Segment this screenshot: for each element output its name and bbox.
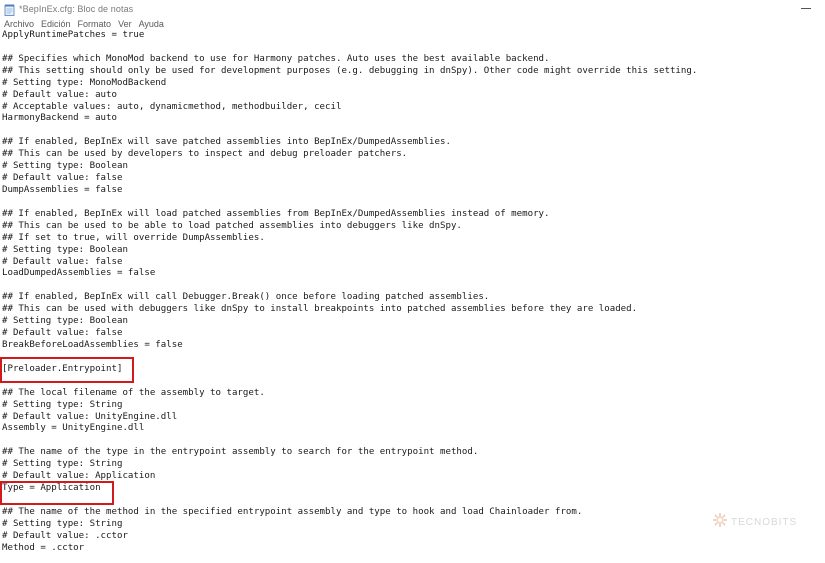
text-line[interactable]: # Setting type: Boolean (2, 316, 128, 327)
text-line[interactable] (2, 125, 825, 137)
text-line[interactable]: # Setting type: Boolean (2, 244, 128, 255)
text-line[interactable]: # Setting type: String (2, 518, 123, 529)
text-line[interactable]: DumpAssemblies = false (2, 184, 123, 195)
text-line[interactable]: [Preloader.Entrypoint] (2, 363, 123, 374)
text-line[interactable]: ## If set to true, will override DumpAssemblies. (2, 232, 265, 243)
text-line[interactable]: ## The name of the type in the entrypoint assembly to search for the entrypoint method. (2, 447, 479, 458)
text-line[interactable]: # Setting type: String (2, 459, 123, 470)
text-line[interactable]: # Setting type: Boolean (2, 161, 128, 172)
text-line[interactable]: Assembly = UnityEngine.dll (2, 423, 145, 434)
text-line[interactable]: ApplyRuntimePatches = true (2, 30, 145, 40)
text-line[interactable]: ## This can be used with debuggers like dnSpy to install breakpoints into patched assemblies before they are loaded. (2, 304, 638, 315)
title-bar (0, 0, 825, 17)
text-line[interactable]: # Default value: false (2, 173, 123, 184)
text-line[interactable] (2, 495, 825, 507)
menu-edicion[interactable]: Edición (41, 18, 71, 29)
text-line[interactable]: ## If enabled, BepInEx will load patched assemblies from BepInEx/DumpedAssemblies instead of memory. (2, 208, 550, 219)
highlight-box-entrypoint-section (0, 357, 134, 383)
menu-archivo[interactable]: Archivo (4, 18, 35, 29)
text-line[interactable]: ## Specifies which MonoMod backend to use for Harmony patches. Auto uses the best available backend. (2, 53, 550, 64)
menu-ayuda[interactable]: Ayuda (138, 18, 164, 29)
watermark-gear-icon (712, 512, 728, 533)
text-line[interactable]: ## This can be used by developers to inspect and debug preloader patchers. (2, 149, 408, 160)
text-line[interactable]: # Default value: Application (2, 471, 156, 482)
text-line[interactable]: BreakBeforeLoadAssemblies = false (2, 339, 183, 350)
menu-formato[interactable]: Formato (77, 18, 112, 29)
text-line[interactable]: # Default value: .cctor (2, 530, 128, 541)
text-line[interactable]: # Setting type: MonoModBackend (2, 77, 167, 88)
watermark (712, 512, 797, 533)
text-line[interactable]: HarmonyBackend = auto (2, 113, 117, 124)
text-editor[interactable] (0, 30, 825, 563)
text-line[interactable]: ## If enabled, BepInEx will save patched assemblies into BepInEx/DumpedAssemblies. (2, 137, 451, 148)
text-line[interactable]: Method = .cctor (2, 542, 85, 553)
text-line[interactable] (2, 435, 825, 447)
menu-bar (0, 17, 825, 30)
text-line[interactable]: # Acceptable values: auto, dynamicmethod, methodbuilder, cecil (2, 101, 342, 112)
text-line[interactable]: ## The name of the method in the specified entrypoint assembly and type to hook and load Chainloader from. (2, 506, 583, 517)
text-line[interactable]: LoadDumpedAssemblies = false (2, 268, 156, 279)
text-line[interactable]: # Setting type: String (2, 399, 123, 410)
minimize-button[interactable] (801, 3, 811, 13)
text-line[interactable]: # Default value: false (2, 328, 123, 339)
text-line[interactable] (2, 197, 825, 209)
text-line[interactable]: Type = Application (2, 483, 101, 494)
notepad-icon (4, 3, 15, 15)
text-line[interactable]: ## This setting should only be used for development purposes (e.g. debugging in dnSpy). Other code might override this setting. (2, 65, 698, 76)
text-line[interactable] (2, 280, 825, 292)
watermark-text: TECNOBITS (731, 517, 798, 528)
text-line[interactable]: # Default value: UnityEngine.dll (2, 411, 178, 422)
window-title: *BepInEx.cfg: Bloc de notas (19, 3, 134, 14)
text-line[interactable]: ## The local filename of the assembly to target. (2, 387, 265, 398)
text-line[interactable]: # Default value: auto (2, 89, 117, 100)
text-line[interactable]: ## If enabled, BepInEx will call Debugger.Break() once before loading patched assemblies. (2, 292, 490, 303)
text-line[interactable] (2, 42, 825, 54)
menu-ver[interactable]: Ver (118, 18, 132, 29)
text-line[interactable]: ## This can be used to be able to load patched assemblies into debuggers like dnSpy. (2, 220, 462, 231)
editor-text[interactable] (0, 30, 825, 555)
highlight-box-type-line (0, 481, 114, 505)
text-line[interactable]: # Default value: false (2, 256, 123, 267)
